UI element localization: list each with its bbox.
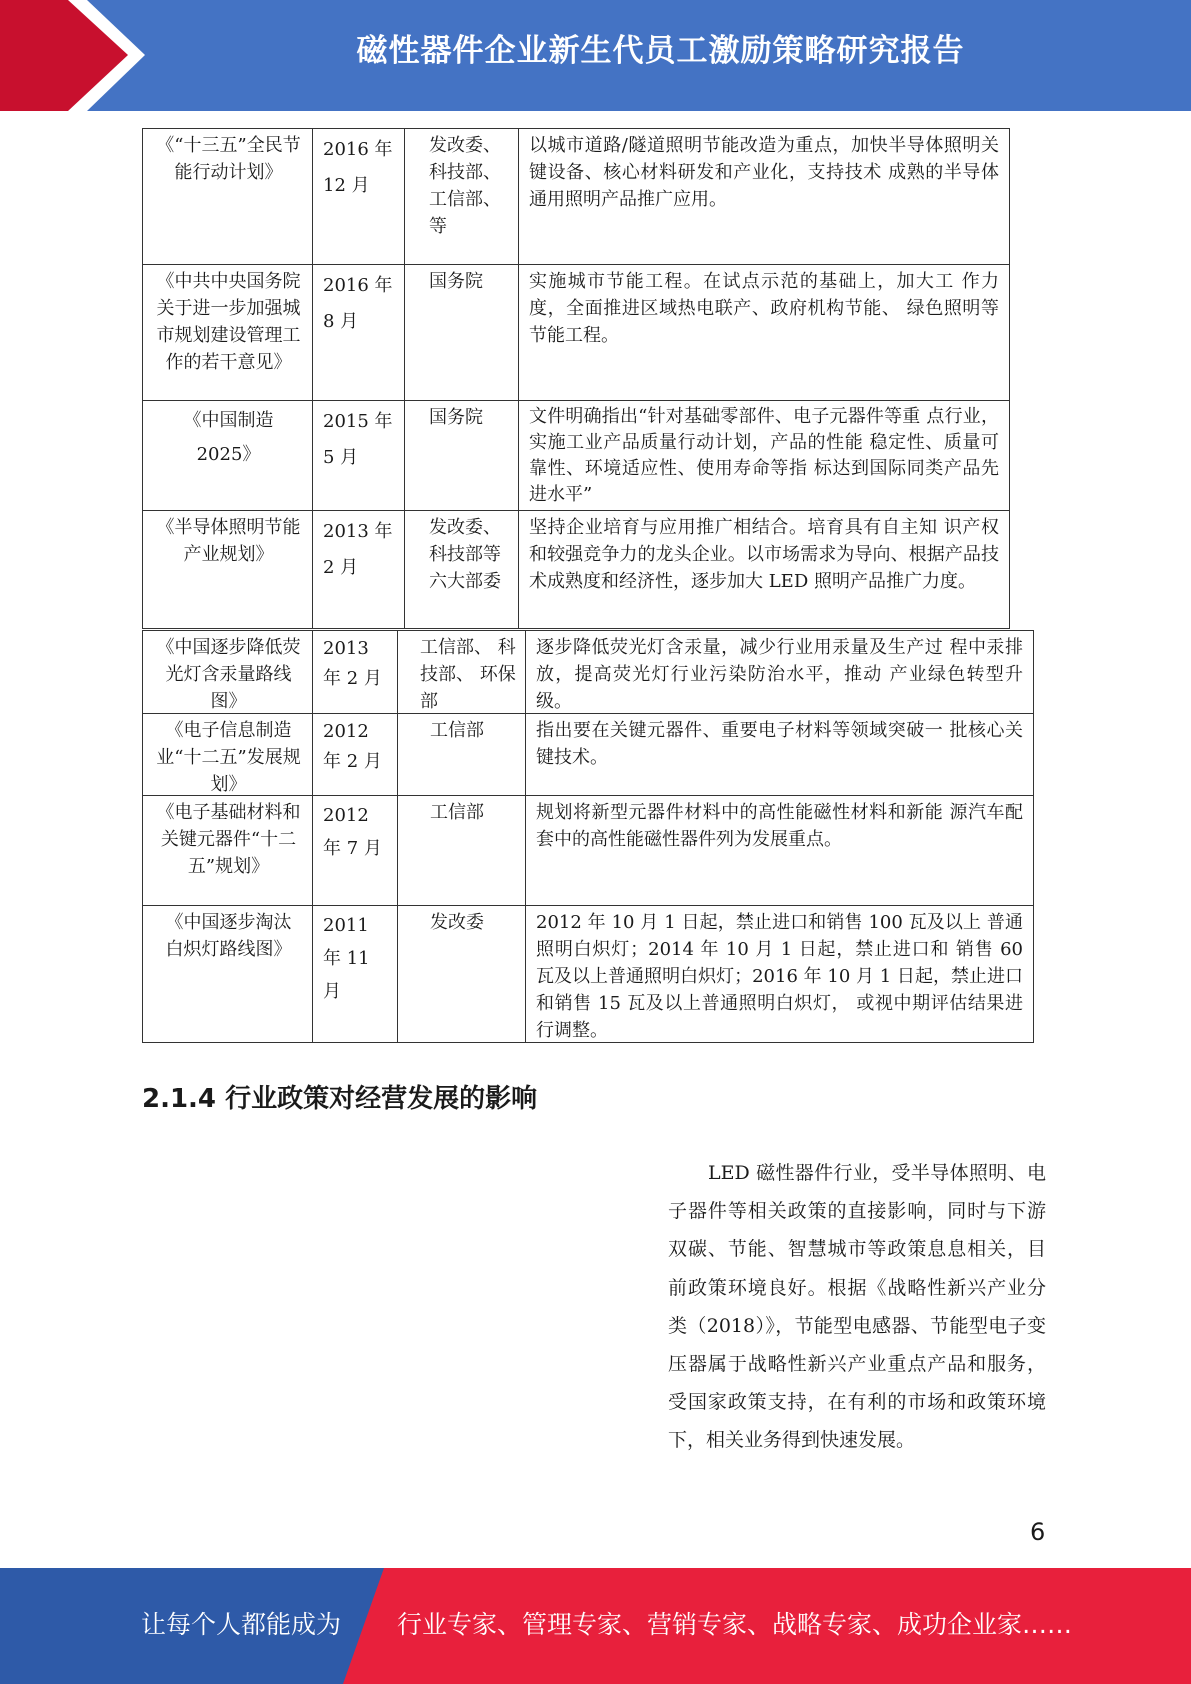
footer-slogan-left: 让每个人都能成为: [141, 1610, 342, 1639]
table-row: [143, 265, 1010, 401]
policy-table-lower: [142, 630, 1034, 1043]
policy-name-cell: 《中共中央国务院关于进一步加强城市规划建设管理工作的若干意见》: [143, 265, 313, 401]
page-header: [0, 0, 1191, 111]
policy-dept-cell: 发改委、 科技部、 工信部、 等: [405, 129, 519, 265]
report-title: 磁性器件企业新生代员工激励策略研究报告: [356, 33, 965, 69]
policy-date-cell: 2013 年 2 月: [313, 511, 405, 629]
policy-name-cell: 《电子信息制造业“十二五”发展规划》: [143, 714, 313, 796]
policy-date-cell: 2012 年 2 月: [313, 714, 398, 796]
policy-desc-cell: 指出要在关键元器件、重要电子材料等领域突破一 批核心关键技术。: [526, 714, 1034, 796]
page-number: 6: [1030, 1518, 1046, 1546]
table-row: [143, 796, 1034, 906]
policy-dept-cell: 工信部: [398, 714, 526, 796]
policy-dept-cell: 工信部: [398, 796, 526, 906]
footer-slogan-right: 行业专家、管理专家、营销专家、战略专家、成功企业家……: [397, 1610, 1073, 1639]
table-row: [143, 631, 1034, 714]
policy-dept-cell: 发改委、 科技部等六大部委: [405, 511, 519, 629]
policy-date-cell: 2016 年 12 月: [313, 129, 405, 265]
policy-date-cell: 2015 年 5 月: [313, 401, 405, 511]
policy-name-cell: 《电子基础材料和关键元器件“十二五”规划》: [143, 796, 313, 906]
policy-dept-cell: 国务院: [405, 401, 519, 511]
policy-name-cell: 《中国制造 2025》: [143, 401, 313, 511]
policy-date-cell: 2012 年 7 月: [313, 796, 398, 906]
policy-name-cell: 《半导体照明节能产业规划》: [143, 511, 313, 629]
table-row: [143, 129, 1010, 265]
policy-date-cell: 2013 年 2 月: [313, 631, 398, 714]
policy-desc-cell: 坚持企业培育与应用推广相结合。培育具有自主知 识产权和较强竞争力的龙头企业。以市场需求为导向、根据产品技术成熟度和经济性，逐步加大 LED 照明产品推广力度。: [519, 511, 1010, 629]
policy-name-cell: 《“十三五”全民节能行动计划》: [143, 129, 313, 265]
page-footer: [0, 1568, 1191, 1684]
table-row: [143, 906, 1034, 1043]
policy-desc-cell: 逐步降低荧光灯含汞量，减少行业用汞量及生产过 程中汞排放，提高荧光灯行业污染防治水平，推动 产业绿色转型升级。: [526, 631, 1034, 714]
section-paragraph: LED 磁性器件行业，受半导体照明、电子器件等相关政策的直接影响，同时与下游双碳、节能、智慧城市等政策息息相关，目前政策环境良好。根据《战略性新兴产业分类（2018）》，节能型电感器、节能型电子变压器属于战略性新兴产业重点产品和服务，受国家政策支持，在有利的市场和政策环境下，相关业务得到快速发展。: [668, 1162, 1046, 1452]
policy-dept-cell: 国务院: [405, 265, 519, 401]
policy-desc-cell: 规划将新型元器件材料中的高性能磁性材料和新能 源汽车配套中的高性能磁性器件列为发展重点。: [526, 796, 1034, 906]
policy-desc-cell: 文件明确指出“针对基础零部件、电子元器件等重 点行业，实施工业产品质量行动计划，产品的性能 稳定性、质量可靠性、环境适应性、使用寿命等指 标达到国际同类产品先进水平”: [519, 401, 1010, 511]
policy-date-cell: 2011 年 11 月: [313, 906, 398, 1043]
table-row: [143, 511, 1010, 629]
policy-table-upper: [142, 128, 1010, 629]
policy-desc-cell: 以城市道路/隧道照明节能改造为重点，加快半导体照明关键设备、核心材料研发和产业化，支持技术 成熟的半导体通用照明产品推广应用。: [519, 129, 1010, 265]
table-row: [143, 714, 1034, 796]
policy-desc-cell: 2012 年 10 月 1 日起，禁止进口和销售 100 瓦及以上 普通照明白炽灯；2014 年 10 月 1 日起，禁止进口和 销售 60 瓦及以上普通照明白炽灯；2016 年 10 月 1 日起，禁止进口和销售 15 瓦及以上普通照明白炽灯， 或视中期评估结果进行调整。: [526, 906, 1034, 1043]
section-heading: 2.1.4 行业政策对经营发展的影响: [142, 1084, 538, 1114]
table-row: [143, 401, 1010, 511]
policy-desc-cell: 实施城市节能工程。在试点示范的基础上，加大工 作力度，全面推进区域热电联产、政府机构节能、 绿色照明等节能工程。: [519, 265, 1010, 401]
policy-dept-cell: 工信部、 科技部、 环保部: [398, 631, 526, 714]
policy-dept-cell: 发改委: [398, 906, 526, 1043]
policy-name-cell: 《中国逐步降低荧光灯含汞量路线图》: [143, 631, 313, 714]
policy-name-cell: 《中国逐步淘汰 白炽灯路线图》: [143, 906, 313, 1043]
policy-date-cell: 2016 年 8 月: [313, 265, 405, 401]
